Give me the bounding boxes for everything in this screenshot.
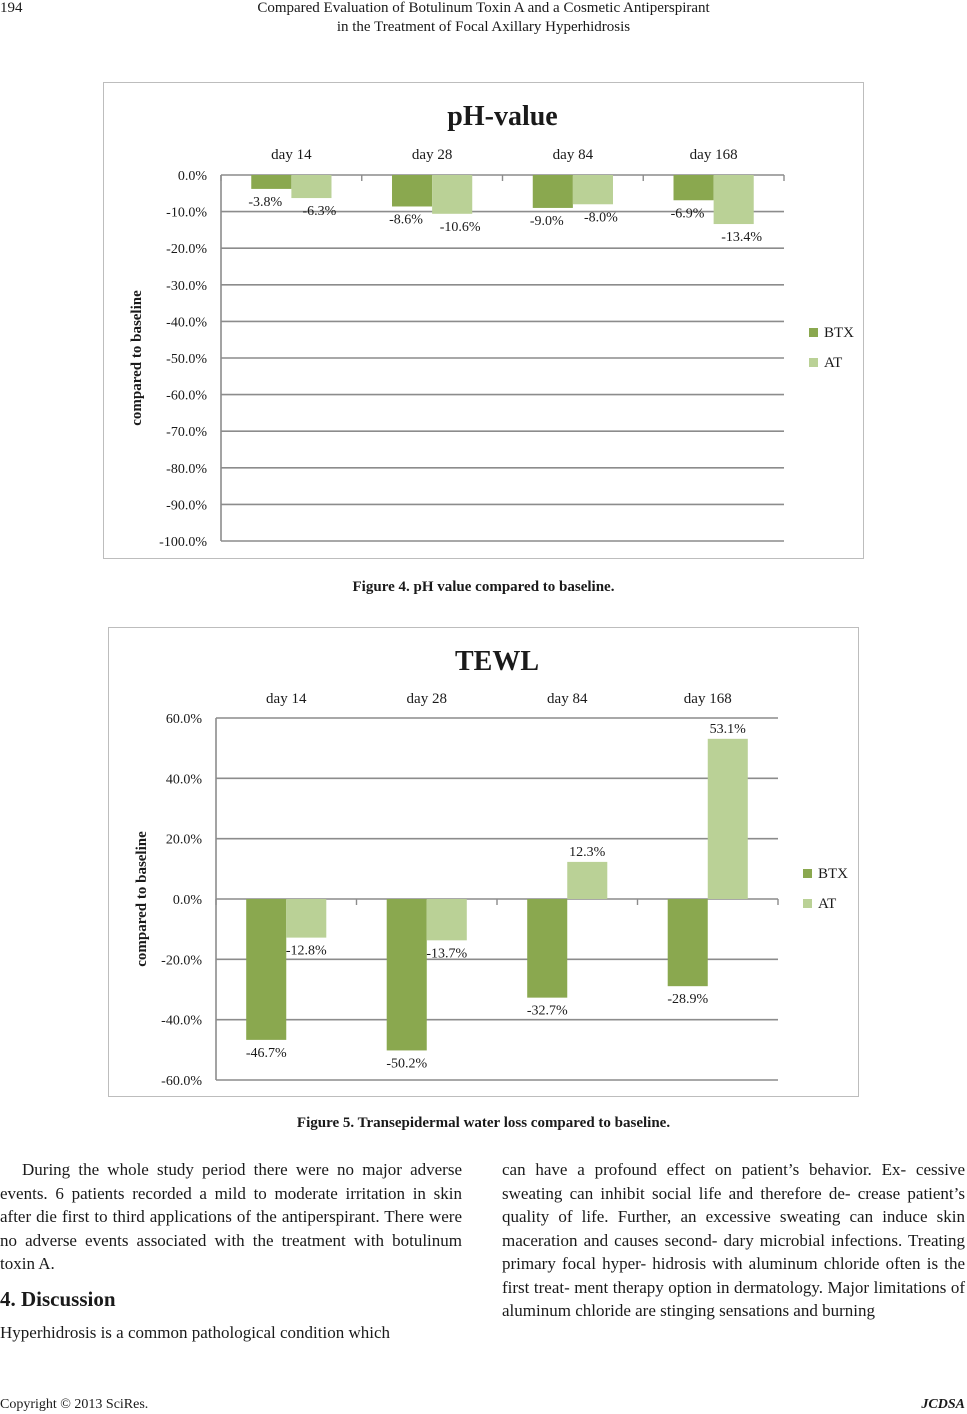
category-label: day 168	[683, 691, 732, 707]
legend-label: BTX	[818, 866, 848, 882]
right-column	[502, 1158, 965, 1323]
y-tick-label: 20.0%	[165, 832, 202, 848]
bar-at-day-14	[286, 899, 326, 938]
page-number: 194	[0, 0, 23, 16]
y-axis-label: compared to baseline	[129, 290, 145, 426]
category-label: day 84	[547, 691, 588, 707]
data-label: -50.2%	[386, 1056, 428, 1072]
legend-label: BTX	[824, 325, 854, 341]
data-label: -13.7%	[426, 946, 468, 962]
tewl-chart-svg	[109, 628, 860, 1098]
left-column	[0, 1158, 462, 1345]
data-label: -8.6%	[389, 212, 423, 228]
y-tick-label: -40.0%	[161, 1013, 202, 1029]
bar-at-day-168	[708, 739, 748, 899]
legend-swatch	[803, 869, 812, 878]
y-tick-label: -100.0%	[159, 535, 207, 550]
y-tick-label: -20.0%	[161, 953, 202, 969]
bar-btx-day-28	[392, 175, 432, 206]
y-tick-label: -60.0%	[166, 388, 207, 404]
section-heading-discussion: 4. Discussion	[0, 1286, 116, 1311]
bar-at-day-84	[567, 862, 607, 899]
bar-btx-day-28	[387, 899, 427, 1050]
bar-btx-day-84	[527, 899, 567, 998]
y-tick-label: 60.0%	[165, 712, 202, 727]
y-tick-label: -30.0%	[166, 278, 207, 294]
data-label: -10.6%	[439, 219, 481, 235]
data-label: -46.7%	[245, 1045, 287, 1061]
category-label: day 14	[266, 691, 307, 707]
data-label: 12.3%	[569, 844, 606, 860]
bar-btx-day-168	[674, 175, 714, 200]
data-label: -3.8%	[248, 194, 283, 210]
data-label: -6.9%	[670, 206, 705, 222]
figure-5-tewl-chart	[108, 627, 859, 1097]
data-label: -6.3%	[302, 204, 337, 220]
category-label: day 168	[689, 147, 738, 163]
legend-label: AT	[824, 355, 843, 371]
category-label: day 28	[406, 691, 447, 707]
data-label: -28.9%	[667, 992, 709, 1008]
chart-title: TEWL	[454, 646, 540, 677]
copyright-notice: Copyright © 2013 SciRes.	[0, 1397, 149, 1412]
journal-abbreviation: JCDSA	[921, 1397, 965, 1412]
bar-btx-day-84	[533, 175, 573, 208]
legend-swatch	[809, 328, 818, 337]
bar-at-day-28	[432, 175, 472, 214]
y-tick-label: 0.0%	[177, 169, 207, 184]
bar-at-day-14	[291, 175, 331, 198]
data-label: -32.7%	[526, 1003, 568, 1019]
bar-at-day-168	[714, 175, 754, 224]
data-label: -13.4%	[721, 230, 763, 246]
y-tick-label: 0.0%	[172, 893, 202, 908]
y-tick-label: 40.0%	[165, 772, 202, 788]
bar-btx-day-14	[246, 899, 286, 1040]
legend-swatch	[809, 358, 818, 367]
legend-swatch	[803, 899, 812, 908]
y-tick-label: -10.0%	[166, 205, 207, 221]
figure-4-ph-chart	[103, 82, 864, 559]
bar-at-day-84	[573, 175, 613, 204]
data-label: -9.0%	[529, 213, 564, 229]
legend-label: AT	[818, 896, 837, 912]
y-tick-label: -20.0%	[166, 242, 207, 258]
y-tick-label: -80.0%	[166, 461, 207, 477]
y-tick-label: -70.0%	[166, 425, 207, 441]
chart-title: pH-value	[447, 101, 558, 132]
y-tick-label: -50.0%	[166, 352, 207, 367]
y-tick-label: -90.0%	[166, 498, 207, 514]
y-tick-label: -40.0%	[166, 315, 207, 331]
y-tick-label: -60.0%	[161, 1074, 202, 1089]
paragraph-discussion-continued: can have a profound effect on patient’s behavior. Ex- cessive sweating can inhibit social life and therefore de- crease patient’s quality of life. Further, an excessive sweating can induce skin maceration and causes second- dary microbial infections. Treating primary focal hyper- hidrosis with aluminum chloride often is the first treat- ment therapy option in dermatology. Major limitations of aluminum chloride are stinging sensations and burning	[502, 1160, 965, 1320]
data-label: -12.8%	[285, 943, 327, 959]
bar-at-day-28	[427, 899, 467, 940]
figure-5-caption: Figure 5. Transepidermal water loss compared to baseline.	[296, 1115, 671, 1131]
category-label: day 14	[271, 147, 312, 163]
running-title-line-2: in the Treatment of Focal Axillary Hyperhidrosis	[336, 19, 631, 35]
data-label: 53.1%	[709, 721, 746, 737]
bar-btx-day-14	[251, 175, 291, 189]
figure-4-caption: Figure 4. pH value compared to baseline.	[352, 579, 615, 595]
y-axis-label: compared to baseline	[134, 831, 150, 967]
paragraph-adverse-events: During the whole study period there were no major adverse events. 6 patients recorded a mild to moderate irritation in skin after die first to third applications of the antiperspirant. There were no adverse events associated with the treatment with botulinum toxin A.	[0, 1160, 462, 1273]
data-label: -8.0%	[584, 210, 618, 226]
category-label: day 84	[552, 147, 594, 163]
paragraph-discussion-start: Hyperhidrosis is a common pathological condition which	[0, 1323, 390, 1342]
ph-value-chart-svg	[104, 83, 865, 560]
bar-btx-day-168	[668, 899, 708, 986]
category-label: day 28	[411, 147, 453, 163]
running-title-line-1: Compared Evaluation of Botulinum Toxin A and a Cosmetic Antiperspirant	[257, 0, 710, 16]
